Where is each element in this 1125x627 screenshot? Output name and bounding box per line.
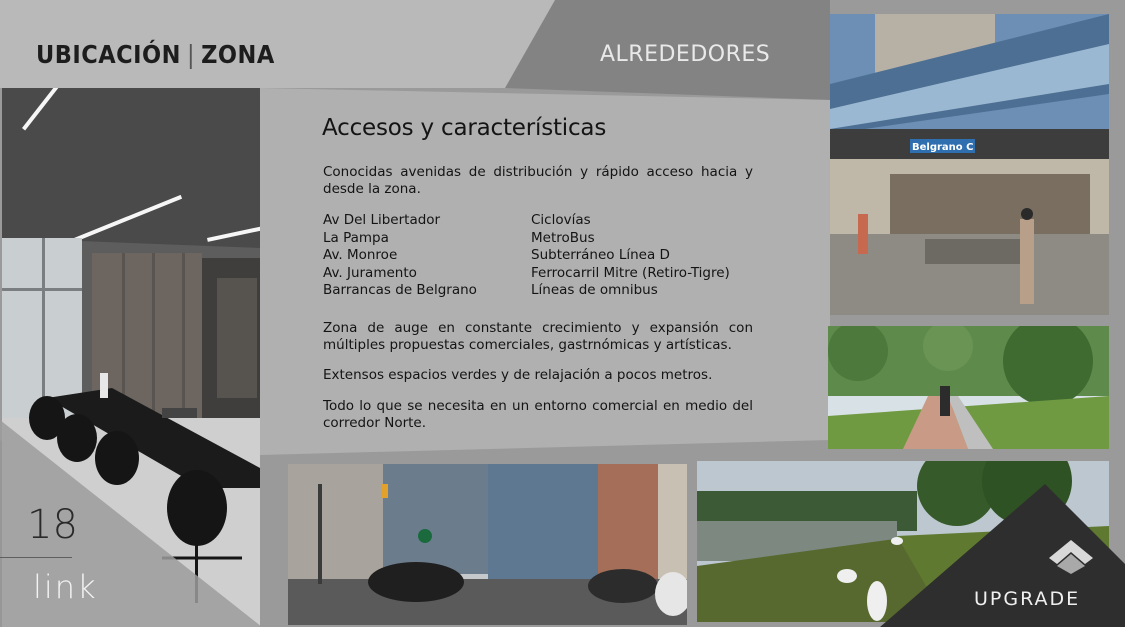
title-right: ZONA (201, 40, 275, 69)
title-left: UBICACIÓN (36, 40, 181, 69)
upgrade-logo-text: UPGRADE (974, 588, 1081, 610)
section-label: ALREDEDORES (600, 42, 771, 67)
street-photo (288, 464, 687, 625)
paragraph-commercial: Todo lo que se necesita en un entorno comercial en medio del corredor Norte. (323, 398, 753, 431)
list-item: Subterráneo Línea D (531, 247, 670, 264)
content-heading: Accesos y características (322, 115, 607, 141)
link-logo: link (33, 568, 98, 606)
list-item: Ciclovías (531, 212, 591, 228)
title-separator: | (186, 40, 196, 69)
list-item: Av Del Libertador (323, 212, 441, 228)
list-item: Av. Juramento (323, 264, 417, 281)
station-photo (830, 14, 1109, 315)
access-list-right (531, 212, 730, 300)
list-item: Líneas de omnibus (531, 282, 658, 299)
upgrade-logo-icon (1049, 540, 1093, 574)
list-item: MetroBus (531, 229, 595, 246)
access-list-left (323, 212, 477, 300)
bike-path-photo (828, 326, 1109, 449)
paragraph-green-spaces: Extensos espacios verdes y de relajación a pocos metros. (323, 367, 713, 383)
page-number-divider (0, 557, 72, 558)
intro-paragraph: Conocidas avenidas de distribución y rápido acceso hacia y desde la zona. (323, 164, 753, 197)
list-item: Ferrocarril Mitre (Retiro-Tigre) (531, 264, 730, 281)
page-title (36, 40, 275, 69)
list-item: La Pampa (323, 229, 389, 246)
page-number: 18 (27, 502, 78, 548)
list-item: Barrancas de Belgrano (323, 282, 477, 299)
station-sign: Belgrano C (912, 142, 974, 153)
list-item: Av. Monroe (323, 247, 398, 264)
paragraph-growth: Zona de auge en constante crecimiento y expansión con múltiples propuestas comerciales, gastrnómicas y artísticas. (323, 320, 753, 353)
